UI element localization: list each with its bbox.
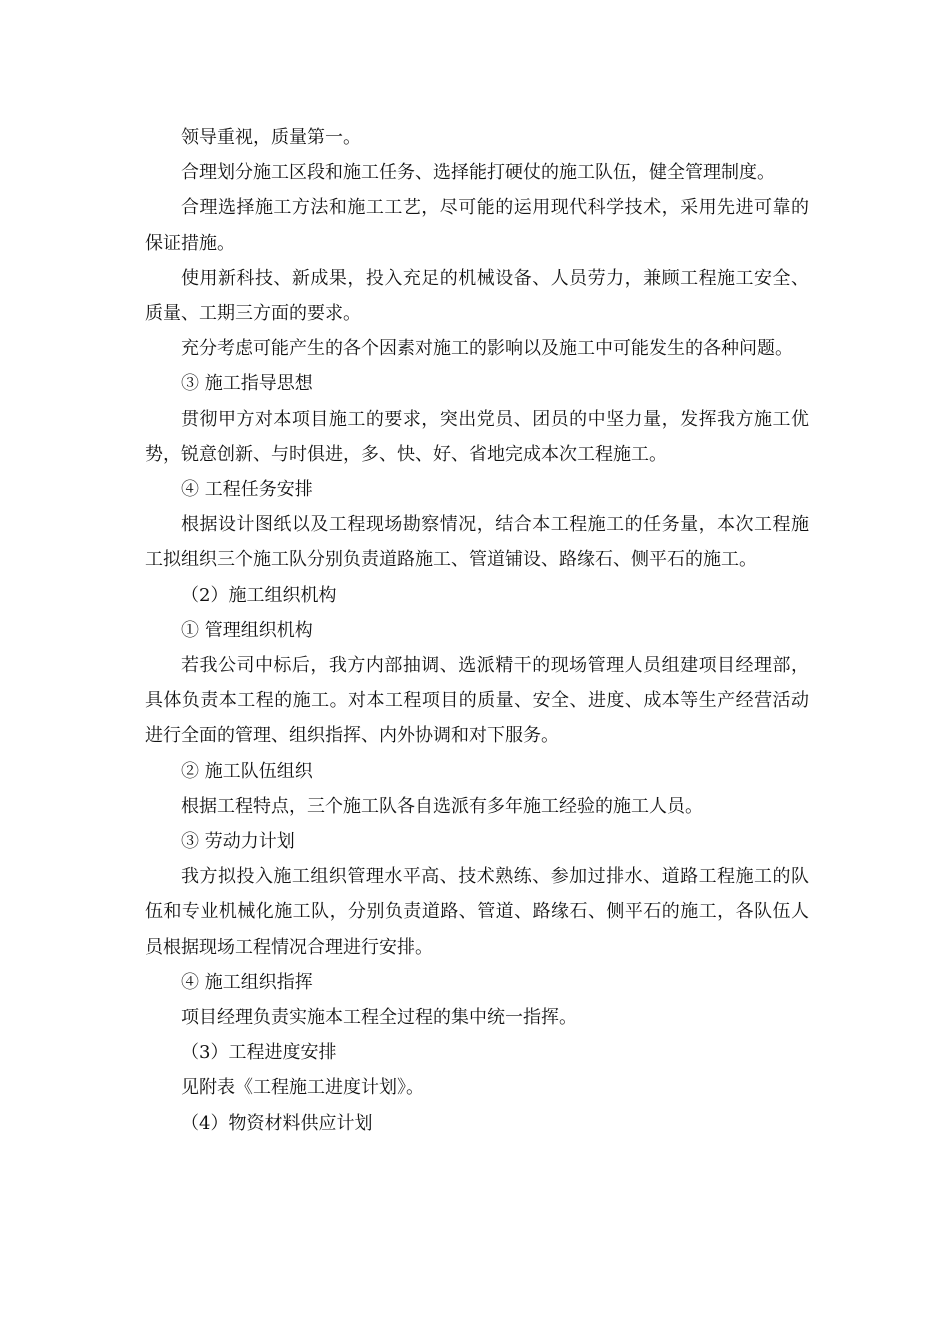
heading-command: ④ 施工组织指挥: [181, 971, 313, 993]
paragraph-select-methods: 合理选择施工方法和施工工艺，尽可能的运用现代科学技术，采用先进可靠的保证措施。: [145, 197, 809, 254]
heading-labor-plan: ③ 劳动力计划: [181, 831, 295, 853]
paragraph-task-arrangement: 根据设计图纸以及工程现场勘察情况，结合本工程施工的任务量，本次工程施工拟组织三个施工队分别负责道路施工、管道铺设、路缘石、侧平石的施工。: [145, 514, 809, 571]
heading-schedule: （3）工程进度安排: [181, 1042, 337, 1064]
heading-management-organization: ① 管理组织机构: [181, 619, 313, 641]
paragraph-management-organization: 若我公司中标后，我方内部抽调、选派精干的现场管理人员组建项目经理部，具体负责本工程的施工。对本工程项目的质量、安全、进度、成本等生产经营活动进行全面的管理、组织指挥、内外协调和对下服务。: [145, 655, 809, 747]
paragraph-guiding-ideology: 贯彻甲方对本项目施工的要求，突出党员、团员的中坚力量，发挥我方施工优势，锐意创新、与时俱进，多、快、好、省地完成本次工程施工。: [145, 408, 809, 465]
heading-guiding-ideology: ③ 施工指导思想: [181, 373, 313, 395]
paragraph-leadership-quality: 领导重视，质量第一。: [181, 127, 361, 148]
paragraph-divide-sections: 合理划分施工区段和施工任务、选择能打硬仗的施工队伍，健全管理制度。: [181, 162, 775, 184]
heading-team-organization: ② 施工队伍组织: [181, 760, 313, 782]
paragraph-schedule: 见附表《工程施工进度计划》。: [181, 1077, 424, 1099]
paragraph-new-technology: 使用新科技、新成果，投入充足的机械设备、人员劳力，兼顾工程施工安全、质量、工期三方面的要求。: [145, 267, 809, 325]
document-body: [145, 120, 809, 1141]
paragraph-consider-factors: 充分考虑可能产生的各个因素对施工的影响以及施工中可能发生的各种问题。: [181, 338, 793, 360]
paragraph-team-organization: 根据工程特点，三个施工队各自选派有多年施工经验的施工人员。: [181, 795, 703, 817]
heading-task-arrangement: ④ 工程任务安排: [181, 479, 313, 501]
paragraph-labor-plan: 我方拟投入施工组织管理水平高、技术熟练、参加过排水、道路工程施工的队伍和专业机械化施工队，分别负责道路、管道、路缘石、侧平石的施工，各队伍人员根据现场工程情况合理进行安排。: [145, 866, 809, 958]
paragraph-command: 项目经理负责实施本工程全过程的集中统一指挥。: [181, 1007, 577, 1029]
heading-material-supply: （4）物资材料供应计划: [181, 1112, 373, 1134]
heading-organization: （2）施工组织机构: [181, 584, 337, 606]
